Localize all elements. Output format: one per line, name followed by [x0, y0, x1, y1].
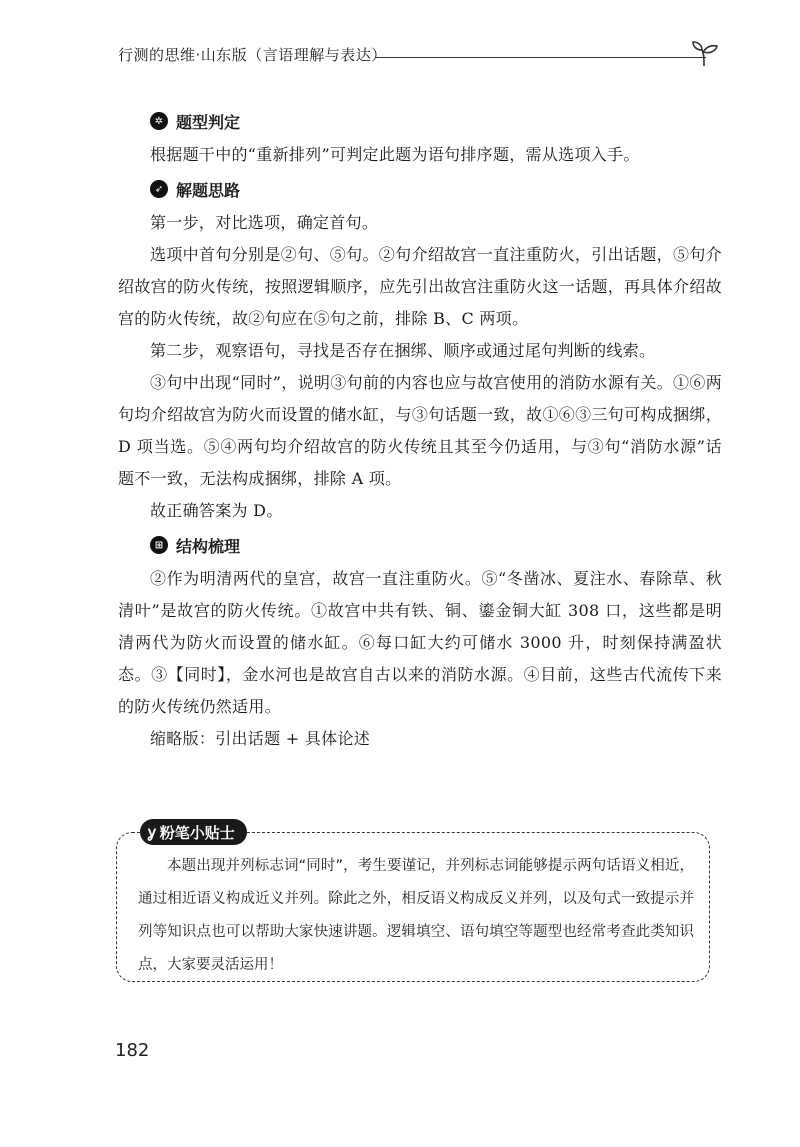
gear-icon: ✲: [150, 112, 168, 130]
sprout-icon: [690, 40, 720, 68]
section-heading-label: 解题思路: [176, 180, 241, 200]
section-heading-approach: [118, 171, 722, 207]
section-heading-question-type: [118, 103, 722, 139]
tip-text: 本题出现并列标志词“同时”，考生要谨记，并列标志词能够提示两句话语义相近，通过相近语义构成近义并列。除此之外，相反语义构成反义并列，以及句式一致提示并列等知识点也可以帮助大家快速讲题。逻辑填空、语句填空等题型也经常考查此类知识点，大家要灵活运用！: [138, 858, 694, 973]
header-rule: [376, 57, 706, 58]
paragraph: ②作为明清两代的皇宫，故宫一直注重防火。⑤“冬凿冰、夏注水、春除草、秋清叶”是故宫的防火传统。①故宫中共有铁、铜、鎏金铜大缸 308 口，这些都是明清两代为防火而设置的储水缸。⑥每口缸大约可储水 3000 升，时刻保持满盈状态。③【同时】，金水河也是故宫自古以来的消防水源。④目前，这些古代流传下来的防火传统仍然适用。: [118, 569, 722, 716]
paragraph: 第二步，观察语句，寻找是否存在捆绑、顺序或通过尾句判断的线索。: [150, 341, 656, 360]
tip-label-text: 粉笔小贴士: [159, 823, 235, 842]
paragraph: 缩略版：引出话题 + 具体论述: [150, 729, 371, 748]
running-header: [118, 40, 718, 70]
paragraph: 选项中首句分别是②句、⑤句。②句介绍故宫一直注重防火，引出话题，⑤句介绍故宫的防火传统，按照逻辑顺序，应先引出故宫注重防火这一话题，再具体介绍故宫的防火传统，故②句应在⑤句之前，排除 B、C 两项。: [118, 245, 722, 328]
paragraph: 第一步，对比选项，确定首句。: [150, 213, 379, 232]
tip-label: [140, 819, 247, 845]
page-number: 182: [115, 1040, 150, 1061]
section-heading-structure: [118, 527, 722, 563]
main-content: [118, 103, 722, 755]
section-heading-label: 题型判定: [176, 112, 241, 132]
paragraph: 根据题干中的“重新排列”可判定此题为语句排序题，需从选项入手。: [150, 145, 640, 164]
section-heading-label: 结构梳理: [176, 536, 241, 556]
sprout-icon: ỿ: [148, 823, 156, 841]
paragraph: ③句中出现“同时”，说明③句前的内容也应与故宫使用的消防水源有关。①⑥两句均介绍故宫为防火而设置的储水缸，与③句话题一致，故①⑥③三句可构成捆绑，D 项当选。⑤④两句均介绍故宫的防火传统且其至今仍适用，与③句“消防水源”话题不一致，无法构成捆绑，排除 A 项。: [118, 373, 722, 488]
structure-icon: ⊞: [150, 536, 168, 554]
compass-icon: ➶: [150, 180, 168, 198]
running-header-title: 行测的思维·山东版（言语理解与表达）: [118, 46, 387, 64]
paragraph: 故正确答案为 D。: [150, 501, 283, 520]
